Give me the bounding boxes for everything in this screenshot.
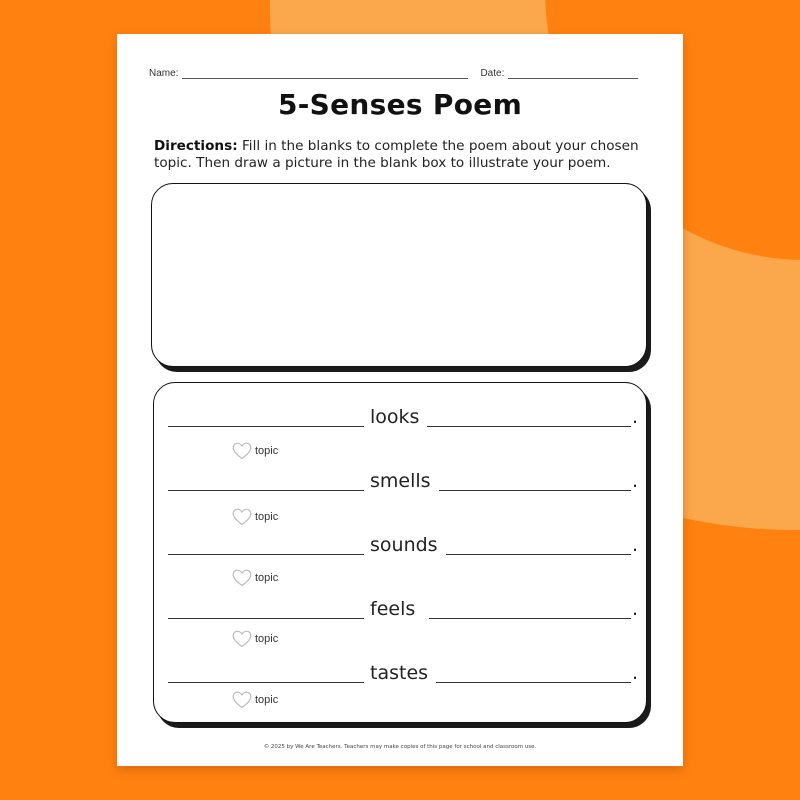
poem-line-feels <box>168 599 638 619</box>
header-row <box>149 68 651 79</box>
copyright-footer: © 2025 by We Are Teachers. Teachers may make copies of this page for school and classroom use. <box>263 744 537 750</box>
directions-label: Directions: <box>154 138 238 154</box>
poem-line-tastes <box>168 663 638 683</box>
heart-icon <box>232 691 252 709</box>
topic-hint <box>232 691 278 709</box>
topic-blank[interactable] <box>168 535 364 555</box>
description-blank[interactable] <box>429 599 631 619</box>
topic-hint <box>232 442 278 460</box>
topic-label: topic <box>255 445 279 457</box>
description-blank[interactable] <box>439 471 631 491</box>
sense-verb: feels <box>370 598 416 620</box>
heart-icon <box>232 508 252 526</box>
poem-box <box>153 382 647 723</box>
topic-label: topic <box>255 633 279 645</box>
drawing-box[interactable] <box>151 183 647 367</box>
sense-verb: sounds <box>370 534 438 556</box>
poem-line-sounds <box>168 535 638 555</box>
page-title: 5-Senses Poem <box>277 88 523 121</box>
period: . <box>631 406 638 428</box>
topic-hint <box>232 569 278 587</box>
heart-icon <box>232 569 252 587</box>
worksheet-page <box>117 34 683 766</box>
topic-hint <box>232 630 278 648</box>
period: . <box>631 470 638 492</box>
name-label: Name: <box>149 68 179 79</box>
name-field[interactable] <box>182 69 468 79</box>
topic-hint <box>232 508 278 526</box>
topic-blank[interactable] <box>168 599 364 619</box>
heart-icon <box>232 630 252 648</box>
sense-verb: smells <box>370 470 431 492</box>
sense-verb: tastes <box>370 662 429 684</box>
period: . <box>631 662 638 684</box>
topic-blank[interactable] <box>168 407 364 427</box>
directions-text: Fill in the blanks to complete the poem about your chosen topic. Then draw a picture in the blank box to illustrate your poem. <box>154 138 639 171</box>
heart-icon <box>232 442 252 460</box>
poem-line-looks <box>168 407 638 427</box>
topic-blank[interactable] <box>168 663 364 683</box>
topic-label: topic <box>255 694 279 706</box>
topic-label: topic <box>255 511 279 523</box>
date-field[interactable] <box>508 69 638 79</box>
topic-blank[interactable] <box>168 471 364 491</box>
description-blank[interactable] <box>446 535 631 555</box>
period: . <box>631 598 638 620</box>
description-blank[interactable] <box>427 407 631 427</box>
description-blank[interactable] <box>436 663 631 683</box>
topic-label: topic <box>255 572 279 584</box>
period: . <box>631 534 638 556</box>
sense-verb: looks <box>370 406 420 428</box>
date-label: Date: <box>480 68 505 79</box>
directions <box>154 138 649 172</box>
poem-line-smells <box>168 471 638 491</box>
